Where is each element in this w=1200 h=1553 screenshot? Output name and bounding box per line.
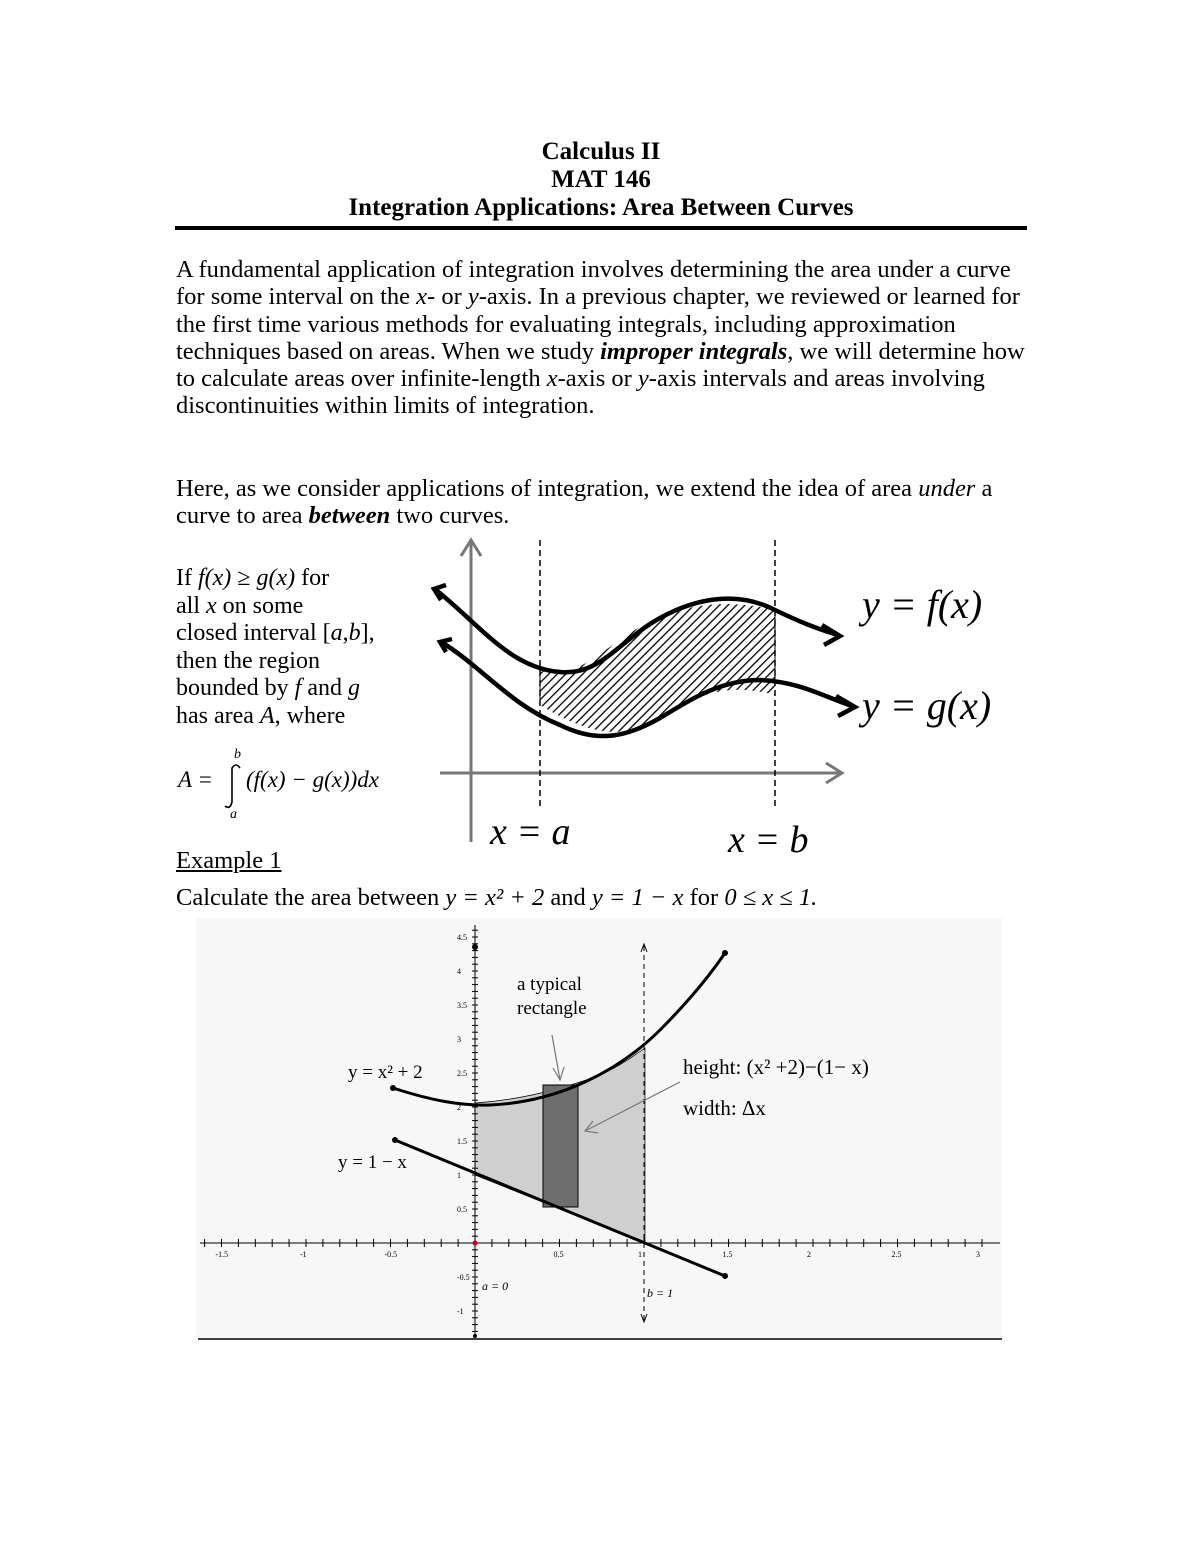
y-tick-label: 3 bbox=[457, 1035, 461, 1044]
typical-rectangle bbox=[543, 1085, 578, 1207]
y-tick-label: 1.5 bbox=[457, 1137, 467, 1146]
height-label: height: (x² +2)−(1− x) bbox=[683, 1055, 869, 1079]
a-equals-0-label: a = 0 bbox=[482, 1279, 509, 1293]
a-label: x = a bbox=[490, 811, 571, 853]
example-title: Example 1 bbox=[176, 847, 282, 874]
y-tick-label: 2 bbox=[457, 1103, 461, 1112]
x-tick-label: -0.5 bbox=[384, 1250, 398, 1259]
x-tick-label: -1.5 bbox=[215, 1250, 229, 1259]
y-tick-label: 2.5 bbox=[457, 1069, 467, 1078]
y-tick-label: 3.5 bbox=[457, 1001, 467, 1010]
area-between-curves-diagram bbox=[425, 530, 1025, 860]
y-tick-label: 1 bbox=[457, 1171, 461, 1180]
page-title: Integration Applications: Area Between Curves bbox=[348, 194, 854, 221]
intro-paragraph: A fundamental application of integration involves determining the area under a curve for some interval on the x- or y-axis. In a previous chapter, we reviewed or learned for the first time various methods for evaluating integrals, including approximation techniques based on areas. When we study improper integrals, we will determine how to calculate areas over infinite-length x-axis or y-axis intervals and areas involving discontinuities within limits of integration. bbox=[176, 256, 1025, 420]
y-tick-label: -0.5 bbox=[457, 1273, 470, 1282]
document-header bbox=[175, 138, 1027, 222]
f-label: y = f(x) bbox=[862, 582, 983, 627]
x-tick-label: 1 bbox=[638, 1250, 642, 1259]
svg-text:(f(x) − g(x))dx: (f(x) − g(x))dx bbox=[246, 767, 379, 792]
y-tick-label: -1 bbox=[457, 1307, 464, 1316]
b-label: x = b bbox=[728, 819, 809, 860]
x-tick-label: 0.5 bbox=[553, 1250, 564, 1259]
g-label: y = g(x) bbox=[862, 683, 992, 728]
x-tick-label: 3 bbox=[976, 1250, 980, 1259]
extend-paragraph: Here, as we consider applications of integration, we extend the idea of area under a curve to area between two curves. bbox=[176, 475, 993, 530]
course-code: MAT 146 bbox=[551, 166, 651, 193]
width-label: width: Δx bbox=[683, 1096, 766, 1120]
lower-curve-label: y = 1 − x bbox=[338, 1152, 407, 1173]
x-tick-label: 1.5 bbox=[722, 1250, 733, 1259]
upper-curve-label: y = x² + 2 bbox=[348, 1062, 423, 1083]
rect-note: a typical bbox=[517, 974, 582, 995]
shaded-region bbox=[540, 604, 775, 732]
x-tick-label: 2 bbox=[807, 1250, 811, 1259]
example-statement: Calculate the area between y = x² + 2 and y = 1 − x for 0 ≤ x ≤ 1. bbox=[176, 884, 818, 911]
b-equals-1-label: b = 1 bbox=[647, 1286, 674, 1300]
svg-text:rectangle: rectangle bbox=[517, 998, 587, 1019]
improper-integrals-term: improper integrals bbox=[600, 337, 788, 365]
course-title: Calculus II bbox=[541, 138, 661, 165]
y-tick-label: 4 bbox=[457, 967, 461, 976]
x-tick-label: 2.5 bbox=[891, 1250, 902, 1259]
y-tick-label: 0.5 bbox=[457, 1205, 467, 1214]
header-rule bbox=[175, 226, 1027, 230]
svg-text:a: a bbox=[230, 807, 237, 822]
y-tick-label: 4.5 bbox=[457, 933, 467, 942]
x-tick-label: -1 bbox=[300, 1250, 307, 1259]
example-graph bbox=[196, 918, 1002, 1342]
svg-text:A =: A = bbox=[178, 767, 213, 792]
svg-text:b: b bbox=[234, 747, 241, 762]
theorem-text: If f(x) ≥ g(x) for all x on some closed interval [a,b], then the region bounded by f and g has area A, where bbox=[176, 565, 375, 729]
area-formula bbox=[170, 738, 440, 824]
